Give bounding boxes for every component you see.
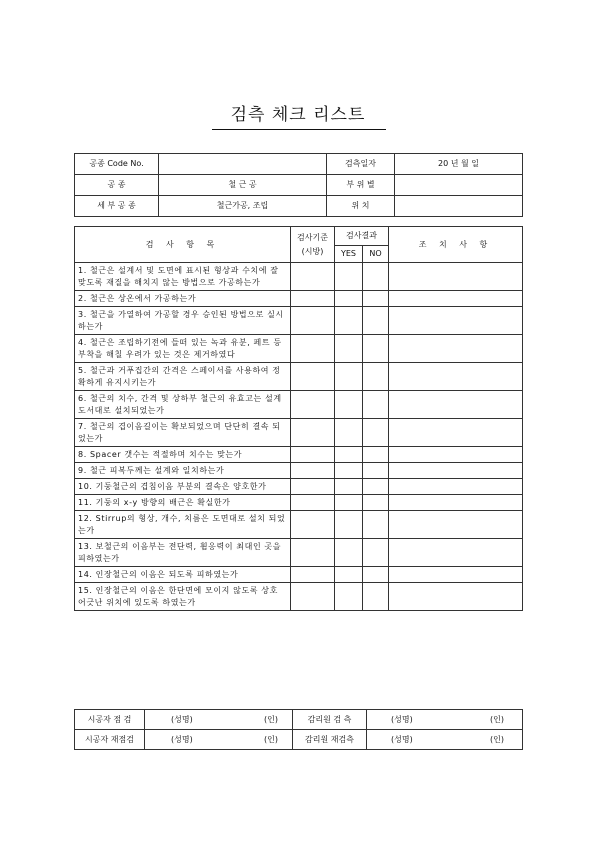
action-cell[interactable] <box>389 567 523 583</box>
checklist-row <box>75 539 523 567</box>
checklist-item-text: 9. 철근 피복두께는 설계와 일치하는가 <box>75 463 291 479</box>
checklist-row <box>75 567 523 583</box>
sign-name-label: (성명) <box>171 734 193 744</box>
yes-cell[interactable] <box>335 419 363 447</box>
contractor-reinspect-sign[interactable] <box>145 730 293 750</box>
checklist-item-text: 1. 철근은 설계서 및 도면에 표시된 형상과 수치에 잘 맞도록 재질을 해치지 않는 방법으로 가공하는가 <box>75 263 291 291</box>
action-cell[interactable] <box>389 391 523 419</box>
checklist-item-text: 3. 철근을 가열하여 가공할 경우 승인된 방법으로 실시하는가 <box>75 307 291 335</box>
checklist-row <box>75 363 523 391</box>
checklist-item-text: 12. Stirrup의 형상, 개수, 치름은 도면대로 설치 되었는가 <box>75 511 291 539</box>
checklist-row <box>75 495 523 511</box>
action-cell[interactable] <box>389 263 523 291</box>
supervisor-inspect-sign[interactable] <box>367 710 523 730</box>
yes-cell[interactable] <box>335 567 363 583</box>
checklist-item-text: 6. 철근의 치수, 간격 및 상하부 철근의 유효고는 설계도서대로 설치되었는가 <box>75 391 291 419</box>
criteria-cell[interactable] <box>291 495 335 511</box>
signoff-row-1 <box>75 710 523 730</box>
criteria-cell[interactable] <box>291 307 335 335</box>
sign-name-label: (성명) <box>171 714 193 724</box>
position-label: 위 치 <box>327 196 395 217</box>
date-value[interactable]: 20 년 월 일 <box>395 154 523 175</box>
checklist-table <box>74 226 523 611</box>
checklist-row <box>75 463 523 479</box>
no-cell[interactable] <box>363 495 389 511</box>
yes-cell[interactable] <box>335 495 363 511</box>
yes-cell[interactable] <box>335 335 363 363</box>
supervisor-reinspect-label: 감리원 재검측 <box>293 730 367 750</box>
supervisor-reinspect-sign[interactable] <box>367 730 523 750</box>
col-item-header: 검 사 항 목 <box>75 227 291 263</box>
checklist-item-text: 15. 인장철근의 이음은 한단면에 모이지 않도록 상호 어긋난 위치에 있도록 하였는가 <box>75 583 291 611</box>
criteria-cell[interactable] <box>291 335 335 363</box>
criteria-cell[interactable] <box>291 463 335 479</box>
action-cell[interactable] <box>389 447 523 463</box>
location-value[interactable] <box>395 175 523 196</box>
yes-cell[interactable] <box>335 291 363 307</box>
checklist-item-text: 11. 기둥의 x-y 방향의 배근은 확실한가 <box>75 495 291 511</box>
criteria-cell[interactable] <box>291 479 335 495</box>
criteria-cell[interactable] <box>291 419 335 447</box>
checklist-header-row <box>75 227 523 246</box>
action-cell[interactable] <box>389 479 523 495</box>
checklist-row <box>75 391 523 419</box>
date-label: 검측일자 <box>327 154 395 175</box>
no-cell[interactable] <box>363 479 389 495</box>
action-cell[interactable] <box>389 495 523 511</box>
criteria-cell[interactable] <box>291 391 335 419</box>
checklist-item-text: 14. 인장철근의 이음은 되도록 피하였는가 <box>75 567 291 583</box>
seal-label: (인) <box>264 714 278 724</box>
code-value[interactable] <box>159 154 327 175</box>
no-cell[interactable] <box>363 419 389 447</box>
col-no-header: NO <box>363 246 389 263</box>
criteria-cell[interactable] <box>291 539 335 567</box>
trade-label: 공 종 <box>75 175 159 196</box>
checklist-item-text: 4. 철근은 조립하기전에 들떠 있는 녹과 유분, 페트 등 부착을 해칠 우려가 있는 것은 제거하였다 <box>75 335 291 363</box>
yes-cell[interactable] <box>335 363 363 391</box>
info-row-subtrade <box>75 196 523 217</box>
criteria-cell[interactable] <box>291 447 335 463</box>
info-row-trade <box>75 175 523 196</box>
yes-cell[interactable] <box>335 447 363 463</box>
yes-cell[interactable] <box>335 511 363 539</box>
checklist-row <box>75 419 523 447</box>
document-title: 검측 체크 리스트 <box>230 105 366 125</box>
sign-name-label: (성명) <box>391 734 413 744</box>
no-cell[interactable] <box>363 567 389 583</box>
subtrade-label: 세 부 공 종 <box>75 196 159 217</box>
yes-cell[interactable] <box>335 583 363 611</box>
contractor-reinspect-label: 시공자 재점검 <box>75 730 145 750</box>
action-cell[interactable] <box>389 511 523 539</box>
subtrade-value[interactable]: 철근가공, 조립 <box>159 196 327 217</box>
col-result-header: 검사결과 <box>335 227 389 246</box>
criteria-cell[interactable] <box>291 363 335 391</box>
criteria-cell[interactable] <box>291 291 335 307</box>
no-cell[interactable] <box>363 335 389 363</box>
action-cell[interactable] <box>389 335 523 363</box>
checklist-body <box>75 263 523 611</box>
yes-cell[interactable] <box>335 391 363 419</box>
supervisor-inspect-label: 감리원 검 측 <box>293 710 367 730</box>
contractor-inspect-label: 시공자 점 검 <box>75 710 145 730</box>
sign-name-label: (성명) <box>391 714 413 724</box>
action-cell[interactable] <box>389 419 523 447</box>
action-cell[interactable] <box>389 539 523 567</box>
info-row-code <box>75 154 523 175</box>
no-cell[interactable] <box>363 511 389 539</box>
criteria-cell[interactable] <box>291 263 335 291</box>
no-cell[interactable] <box>363 307 389 335</box>
location-label: 부 위 별 <box>327 175 395 196</box>
action-cell[interactable] <box>389 463 523 479</box>
seal-label: (인) <box>490 714 504 724</box>
checklist-item-text: 5. 철근과 거푸집간의 간격은 스페이서를 사용하여 정확하게 유지시키는가 <box>75 363 291 391</box>
action-cell[interactable] <box>389 291 523 307</box>
checklist-row <box>75 511 523 539</box>
checklist-row <box>75 263 523 291</box>
col-action-header: 조 치 사 항 <box>389 227 523 263</box>
action-cell[interactable] <box>389 363 523 391</box>
yes-cell[interactable] <box>335 539 363 567</box>
checklist-item-text: 13. 보철근의 이음부는 전단력, 휨응력이 최대인 곳을 피하였는가 <box>75 539 291 567</box>
seal-label: (인) <box>264 734 278 744</box>
contractor-inspect-sign[interactable] <box>145 710 293 730</box>
info-table <box>74 153 523 217</box>
checklist-item-text: 2. 철근은 상온에서 가공하는가 <box>75 291 291 307</box>
checklist-row <box>75 583 523 611</box>
title-underline <box>212 129 386 130</box>
no-cell[interactable] <box>363 539 389 567</box>
criteria-cell[interactable] <box>291 583 335 611</box>
yes-cell[interactable] <box>335 479 363 495</box>
col-yes-header: YES <box>335 246 363 263</box>
yes-cell[interactable] <box>335 263 363 291</box>
checklist-row <box>75 479 523 495</box>
no-cell[interactable] <box>363 463 389 479</box>
no-cell[interactable] <box>363 291 389 307</box>
code-label: 공종 Code No. <box>75 154 159 175</box>
action-cell[interactable] <box>389 307 523 335</box>
checklist-item-text: 8. Spacer 갯수는 적절하며 치수는 맞는가 <box>75 447 291 463</box>
criteria-cell[interactable] <box>291 511 335 539</box>
checklist-row <box>75 335 523 363</box>
no-cell[interactable] <box>363 263 389 291</box>
action-cell[interactable] <box>389 583 523 611</box>
col-criteria-header: 검사기준 (시방) <box>291 227 335 263</box>
no-cell[interactable] <box>363 583 389 611</box>
trade-value[interactable]: 철 근 공 <box>159 175 327 196</box>
yes-cell[interactable] <box>335 307 363 335</box>
signoff-row-2 <box>75 730 523 750</box>
no-cell[interactable] <box>363 391 389 419</box>
checklist-item-text: 7. 철근의 겹이음길이는 확보되었으며 단단히 결속 되었는가 <box>75 419 291 447</box>
no-cell[interactable] <box>363 447 389 463</box>
yes-cell[interactable] <box>335 463 363 479</box>
criteria-cell[interactable] <box>291 567 335 583</box>
checklist-row <box>75 307 523 335</box>
signoff-table <box>74 709 523 750</box>
checklist-row <box>75 291 523 307</box>
checklist-item-text: 10. 기둥철근의 겹침이음 부분의 결속은 양호한가 <box>75 479 291 495</box>
seal-label: (인) <box>490 734 504 744</box>
position-value[interactable] <box>395 196 523 217</box>
checklist-row <box>75 447 523 463</box>
no-cell[interactable] <box>363 363 389 391</box>
